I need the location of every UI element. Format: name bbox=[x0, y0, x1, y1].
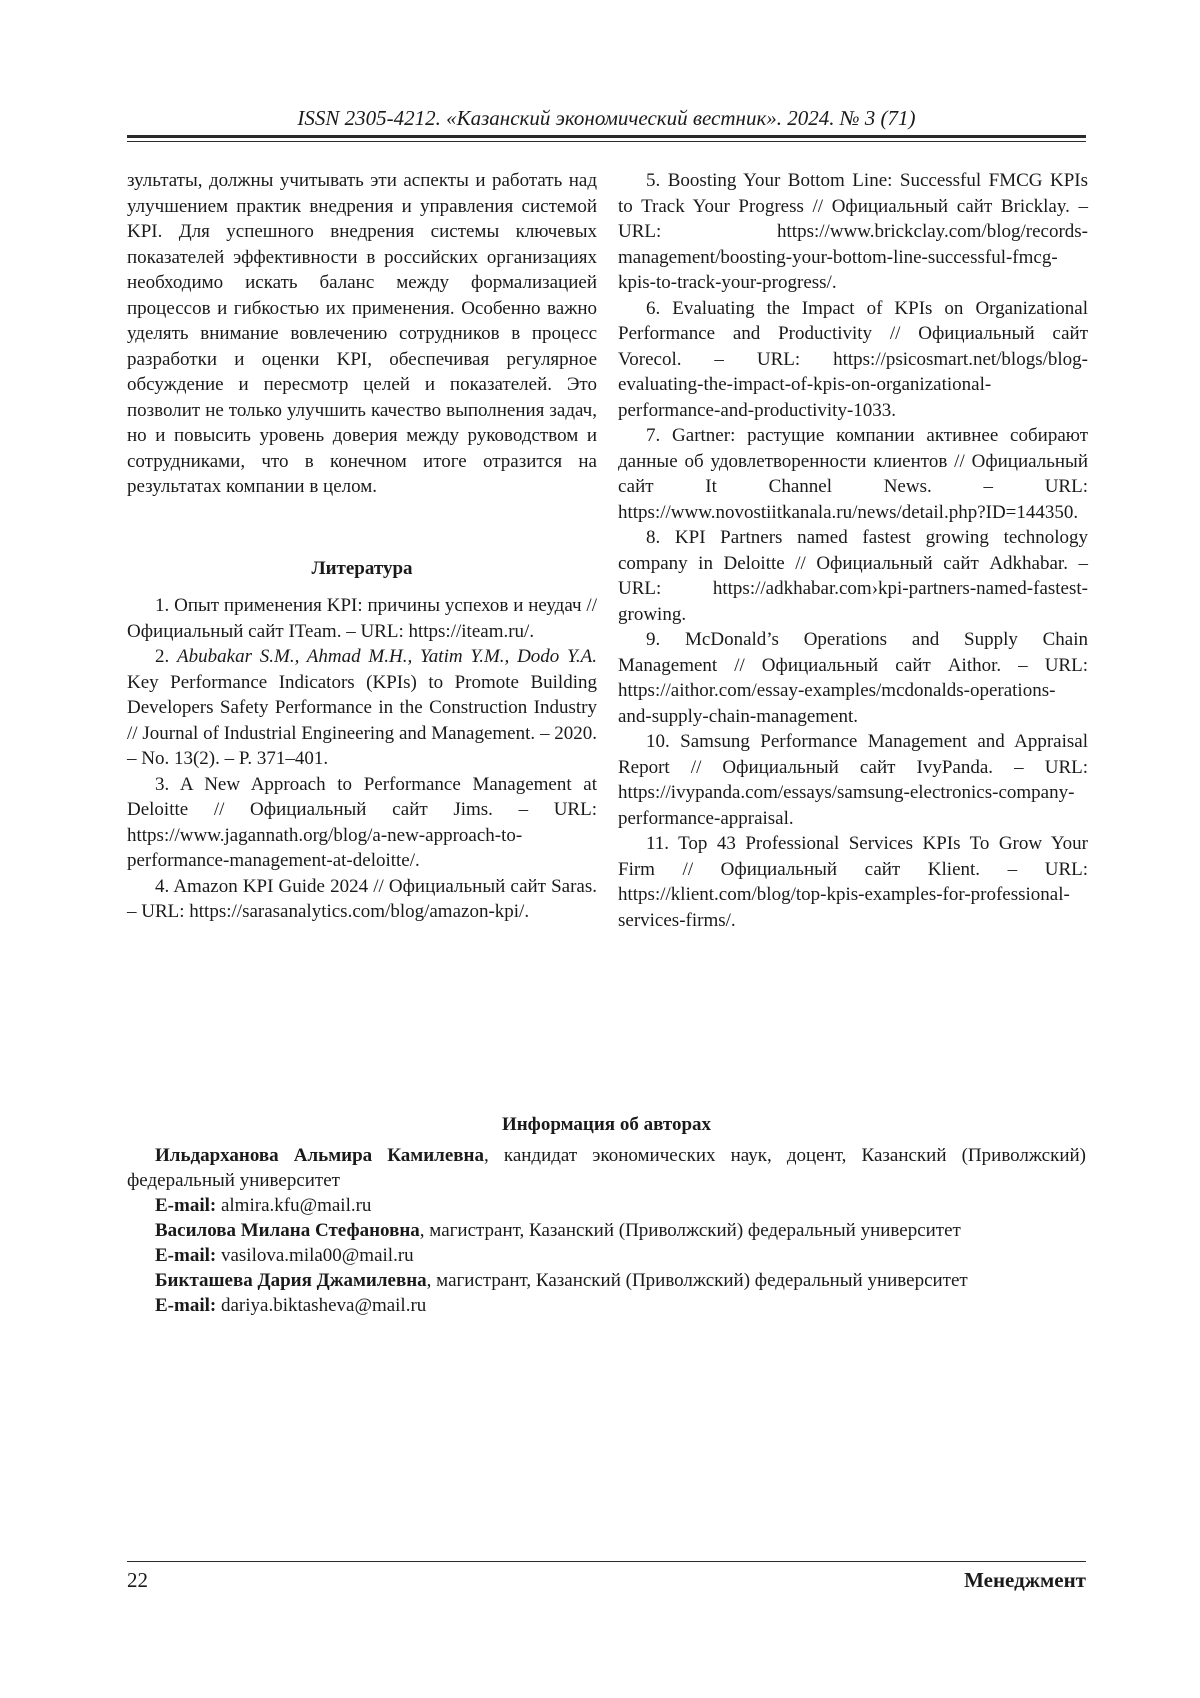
body-paragraph: зультаты, должны учитывать эти аспекты и работать над улучшением практик внедрения и управления системой KPI. Для успешного внедрения системы ключевых показателей эффективности в российских организациях необходимо искать баланс между формализацией процессов и гибкостью их применения. Особенно важно уделять внимание вовлечению сотрудников в процесс разработки и оценки KPI, обеспечивая регулярное обсуждение и пересмотр целей и показателей. Это позволит не только улучшить качество выполнения задач, но и повысить уровень доверия между руководством и сотрудниками, что в конечном итоге отразится на результатах компании в целом. bbox=[127, 170, 597, 497]
reference-item-2 bbox=[127, 644, 597, 772]
email-address: almira.kfu@mail.ru bbox=[216, 1195, 372, 1216]
ref-number: 3. bbox=[155, 773, 170, 795]
ref-number: 7. bbox=[646, 425, 661, 446]
ref-text: Key Performance Indicators (KPIs) to Promote Building Developers Safety Performance in the Construction Industry // Journal of Industrial Engineering and Management. – 2020. – No. 13(2). – P. 371–401. bbox=[127, 671, 597, 769]
ref-number: 8. bbox=[646, 527, 661, 548]
email-address: vasilova.mila00@mail.ru bbox=[216, 1245, 414, 1266]
ref-number: 10. bbox=[646, 731, 670, 752]
ref-text: KPI Partners named fastest growing technology company in Deloitte // Официальный сайт Adkhabar. – URL: https://adkhabar.com›kpi-partners-named-fastest-growing. bbox=[618, 527, 1088, 625]
right-column bbox=[618, 168, 1088, 933]
ref-number: 11. bbox=[646, 833, 670, 854]
reference-item-5 bbox=[618, 168, 1088, 296]
ref-text: Опыт применения KPI: причины успехов и неудач // Официальный сайт ITeam. – URL: https://iteam.ru/. bbox=[127, 595, 597, 642]
header-rule-thick bbox=[127, 135, 1086, 138]
author-email-2 bbox=[127, 1243, 1086, 1268]
author-entry-3 bbox=[127, 1268, 1086, 1293]
author-name: Бикташева Дария Джамилевна bbox=[155, 1270, 427, 1291]
ref-number: 5. bbox=[646, 170, 661, 191]
author-details: , кандидат экономических наук, доцент, Казанский (Приволжский) федеральный университет bbox=[127, 1145, 1087, 1191]
ref-text: Gartner: растущие компании активнее собирают данные об удовлетворенности клиентов // Официальный сайт It Channel News. – URL: https://www.novostiitkanala.ru/news/detail.php?ID=144350. bbox=[618, 425, 1089, 523]
ref-text: Boosting Your Bottom Line: Successful FMCG KPIs to Track Your Progress // Официальный сайт Bricklay. – URL: https://www.brickclay.com/blog/records-management/boosting-your-bottom-line-successful-fmcg-kpis-to-track-your-progress/. bbox=[618, 170, 1089, 293]
references-title: Литература bbox=[311, 557, 413, 579]
reference-item-7 bbox=[618, 423, 1088, 525]
authors-info-title: Информация об авторах bbox=[501, 1114, 712, 1135]
ref-number: 4. bbox=[155, 875, 170, 897]
left-column bbox=[127, 168, 597, 925]
email-label: E-mail: bbox=[155, 1295, 217, 1316]
page-number: 22 bbox=[127, 1568, 148, 1592]
reference-item-6 bbox=[618, 296, 1088, 424]
ref-text: McDonald’s Operations and Supply Chain Management // Официальный сайт Aithor. – URL: https://aithor.com/essay-examples/mcdonalds-operations-and-supply-chain-management. bbox=[618, 629, 1089, 727]
ref-text: Samsung Performance Management and Appraisal Report // Официальный сайт IvyPanda. – URL: https://ivypanda.com/essays/samsung-electronics-company-performance-appraisal. bbox=[618, 731, 1089, 829]
reference-item-3 bbox=[127, 772, 597, 874]
ref-number: 6. bbox=[646, 297, 661, 319]
reference-item-9 bbox=[618, 627, 1088, 729]
footer-rule bbox=[127, 1561, 1086, 1562]
ref-text: Evaluating the Impact of KPIs on Organizational Performance and Productivity // Официальный сайт Vorecol. – URL: https://psicosmart.net/blogs/blog-evaluating-the-impact-of-kpis-on-organizational-performance-and-productivity-1033. bbox=[618, 297, 1088, 421]
author-details: , магистрант, Казанский (Приволжский) федеральный университет bbox=[426, 1270, 968, 1291]
reference-item-4 bbox=[127, 874, 597, 925]
journal-header: ISSN 2305-4212. «Казанский экономический вестник». 2024. № 3 (71) bbox=[297, 106, 916, 130]
author-name: Ильдарханова Альмира Камилевна bbox=[155, 1145, 484, 1166]
ref-number: 2. bbox=[155, 646, 170, 667]
reference-item-1 bbox=[127, 593, 597, 644]
email-label: E-mail: bbox=[155, 1245, 217, 1266]
author-name: Василова Милана Стефановна bbox=[155, 1220, 420, 1241]
email-label: E-mail: bbox=[155, 1195, 217, 1216]
ref-number: 1. bbox=[155, 595, 170, 616]
author-email-1 bbox=[127, 1193, 1086, 1218]
author-entry-1 bbox=[127, 1143, 1086, 1193]
section-name: Менеджмент bbox=[964, 1568, 1086, 1592]
ref-text: A New Approach to Performance Management at Deloitte // Официальный сайт Jims. – URL: https://www.jagannath.org/blog/a-new-approach-to-performance-management-at-deloitte/. bbox=[127, 773, 598, 871]
email-address: dariya.biktasheva@mail.ru bbox=[216, 1295, 427, 1316]
ref-text: Top 43 Professional Services KPIs To Grow Your Firm // Официальный сайт Klient. – URL: https://klient.com/blog/top-kpis-examples-for-professional-services-firms/. bbox=[618, 833, 1088, 931]
reference-item-11 bbox=[618, 831, 1088, 933]
author-entry-2 bbox=[127, 1218, 1086, 1243]
author-details: , магистрант, Казанский (Приволжский) федеральный университет bbox=[419, 1220, 961, 1241]
reference-item-10 bbox=[618, 729, 1088, 831]
ref-authors: Abubakar S.M., Ahmad M.H., Yatim Y.M., Dodo Y.A. bbox=[177, 646, 598, 667]
author-email-3 bbox=[127, 1293, 1086, 1318]
ref-text: Amazon KPI Guide 2024 // Официальный сайт Saras. – URL: https://sarasanalytics.com/blog/amazon-kpi/. bbox=[127, 875, 597, 922]
authors-info bbox=[127, 1112, 1086, 1318]
reference-item-8 bbox=[618, 525, 1088, 627]
header-rule-thin bbox=[127, 141, 1086, 142]
ref-number: 9. bbox=[646, 629, 661, 650]
